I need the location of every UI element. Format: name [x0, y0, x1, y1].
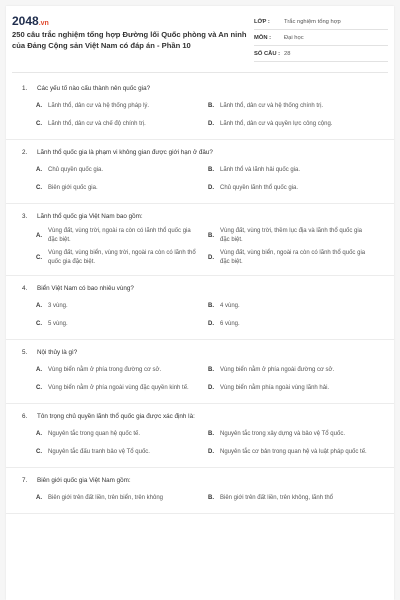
option-key: B.	[208, 102, 214, 109]
option-b[interactable]	[208, 425, 380, 443]
option-text: 3 vùng.	[48, 302, 68, 309]
logo-suffix: .vn	[38, 20, 49, 27]
option-key: D.	[208, 184, 214, 191]
option-text: 6 vùng.	[220, 320, 240, 327]
site-logo[interactable]	[12, 14, 49, 28]
option-text: Vùng đất, vùng trời, thềm lục địa và lãnh thổ quốc gia đặc biệt.	[220, 228, 363, 243]
option-key: D.	[208, 384, 214, 391]
option-b[interactable]	[208, 361, 380, 379]
option-text: Chủ quyền quốc gia.	[48, 166, 104, 173]
option-key: C.	[36, 120, 42, 127]
question-text: Tôn trọng chủ quyền lãnh thổ quốc gia được xác định là:	[37, 413, 195, 420]
option-text: Lãnh thổ, dân cư và quyền lực công cộng.	[220, 120, 333, 127]
question-text: Biên giới quốc gia Việt Nam gồm:	[37, 477, 131, 484]
meta-label: MÔN :	[254, 34, 272, 41]
question-item	[6, 76, 394, 140]
option-key: A.	[36, 232, 42, 239]
option-text: Nguyên tắc trong quan hệ quốc tế.	[48, 430, 141, 437]
option-text: Biên giới quốc gia.	[48, 184, 98, 191]
question-number: 1.	[22, 85, 28, 92]
option-key: B.	[208, 430, 214, 437]
option-d[interactable]	[208, 179, 380, 197]
meta-value: 28	[284, 50, 291, 57]
meta-row-subject	[254, 30, 388, 46]
option-text: 4 vùng.	[220, 302, 240, 309]
meta-row-class	[254, 14, 388, 30]
question-number: 3.	[22, 213, 28, 220]
question-number: 4.	[22, 285, 28, 292]
option-a[interactable]	[36, 361, 208, 379]
question-item	[6, 404, 394, 468]
document-page	[6, 6, 394, 600]
option-key: A.	[36, 366, 42, 373]
question-number: 5.	[22, 349, 28, 356]
option-key: D.	[208, 320, 214, 327]
option-key: D.	[208, 254, 214, 261]
option-key: B.	[208, 494, 214, 501]
meta-label: LỚP :	[254, 18, 270, 25]
question-item	[6, 276, 394, 340]
option-text: Lãnh thổ, dân cư và chế độ chính trị.	[48, 120, 146, 127]
meta-value: Trắc nghiệm tổng hợp	[284, 18, 341, 25]
option-key: B.	[208, 232, 214, 239]
question-item	[6, 468, 394, 514]
question-number: 6.	[22, 413, 28, 420]
question-number: 7.	[22, 477, 28, 484]
option-text: Vùng đất, vùng biển, ngoài ra còn có lãnh thổ quốc gia đặc biệt.	[220, 250, 366, 265]
meta-row-count	[254, 46, 388, 62]
option-key: C.	[36, 184, 42, 191]
option-text: Chủ quyền lãnh thổ quốc gia.	[220, 184, 299, 191]
option-a[interactable]	[36, 425, 208, 443]
question-text: Lãnh thổ quốc gia Việt Nam bao gồm:	[37, 213, 143, 220]
page-title: 250 câu trắc nghiệm tổng hợp Đường lối Quốc phòng và An ninh của Đảng Cộng sản Việt Nam có đáp án - Phần 10	[12, 30, 247, 50]
option-key: C.	[36, 320, 42, 327]
option-d[interactable]	[208, 247, 380, 269]
option-a[interactable]	[36, 161, 208, 179]
option-text: Lãnh thổ và lãnh hải quốc gia.	[220, 166, 301, 173]
question-item	[6, 140, 394, 204]
meta-label: SỐ CÂU :	[254, 50, 281, 57]
option-text: Vùng biển nằm ở phía ngoài vùng đặc quyền kinh tế.	[48, 384, 189, 391]
document-header	[6, 6, 394, 68]
option-text: Nguyên tắc cơ bản trong quan hệ và luật pháp quốc tế.	[220, 448, 367, 455]
option-key: B.	[208, 302, 214, 309]
option-d[interactable]	[208, 115, 380, 133]
option-d[interactable]	[208, 443, 380, 461]
option-key: A.	[36, 430, 42, 437]
meta-info	[254, 14, 388, 62]
option-text: Vùng đất, vùng biển, vùng trời, ngoài ra còn có lãnh thổ quốc gia đặc biệt.	[48, 250, 196, 265]
meta-value: Đại học	[284, 34, 304, 41]
question-text: Các yếu tố nào cấu thành nên quốc gia?	[37, 85, 151, 92]
option-c[interactable]	[36, 179, 208, 197]
option-key: B.	[208, 366, 214, 373]
question-item	[6, 340, 394, 404]
option-d[interactable]	[208, 315, 380, 333]
option-key: C.	[36, 384, 42, 391]
option-c[interactable]	[36, 443, 208, 461]
option-text: Nguyên tắc trong xây dựng và bảo vệ Tổ quốc.	[220, 430, 345, 437]
option-a[interactable]	[36, 297, 208, 315]
option-key: A.	[36, 302, 42, 309]
option-key: D.	[208, 448, 214, 455]
option-text: Vùng biển nằm ở phía trong đường cơ sở.	[48, 366, 162, 373]
option-text: 5 vùng.	[48, 320, 68, 327]
option-text: Biên giới trên đất liền, trên không, lãnh thổ	[220, 494, 334, 501]
option-text: Biên giới trên đất liền, trên biển, trên không	[48, 494, 164, 501]
option-text: Vùng biển nằm phía ngoài vùng lãnh hải.	[220, 384, 330, 391]
option-key: B.	[208, 166, 214, 173]
option-d[interactable]	[208, 379, 380, 397]
question-list	[6, 76, 394, 514]
option-c[interactable]	[36, 379, 208, 397]
option-text: Vùng đất, vùng trời, ngoài ra còn có lãnh thổ quốc gia đặc biệt.	[48, 228, 191, 243]
question-item	[6, 204, 394, 276]
option-c[interactable]	[36, 247, 208, 269]
question-number: 2.	[22, 149, 28, 156]
option-c[interactable]	[36, 115, 208, 133]
option-text: Vùng biển nằm ở phía ngoài đường cơ sở.	[220, 366, 335, 373]
option-a[interactable]	[36, 97, 208, 115]
question-text: Biển Việt Nam có bao nhiêu vùng?	[37, 285, 134, 292]
option-key: D.	[208, 120, 214, 127]
header-divider	[12, 72, 388, 73]
option-c[interactable]	[36, 315, 208, 333]
option-text: Nguyên tắc đấu tranh bảo vệ Tổ quốc.	[48, 448, 150, 455]
option-key: C.	[36, 254, 42, 261]
option-text: Lãnh thổ, dân cư và hệ thống pháp lý.	[48, 102, 150, 109]
logo-main: 2048	[12, 14, 39, 28]
option-b[interactable]	[208, 297, 380, 315]
question-text: Lãnh thổ quốc gia là phạm vi không gian được giới hạn ở đâu?	[37, 149, 213, 156]
option-text: Lãnh thổ, dân cư và hệ thống chính trị.	[220, 102, 324, 109]
question-text: Nội thủy là gì?	[37, 349, 78, 356]
option-b[interactable]	[208, 97, 380, 115]
option-key: C.	[36, 448, 42, 455]
option-b[interactable]	[208, 161, 380, 179]
option-key: A.	[36, 102, 42, 109]
option-b[interactable]	[208, 489, 380, 507]
option-key: A.	[36, 166, 42, 173]
option-b[interactable]	[208, 225, 380, 247]
option-a[interactable]	[36, 489, 208, 507]
option-a[interactable]	[36, 225, 208, 247]
option-key: A.	[36, 494, 42, 501]
